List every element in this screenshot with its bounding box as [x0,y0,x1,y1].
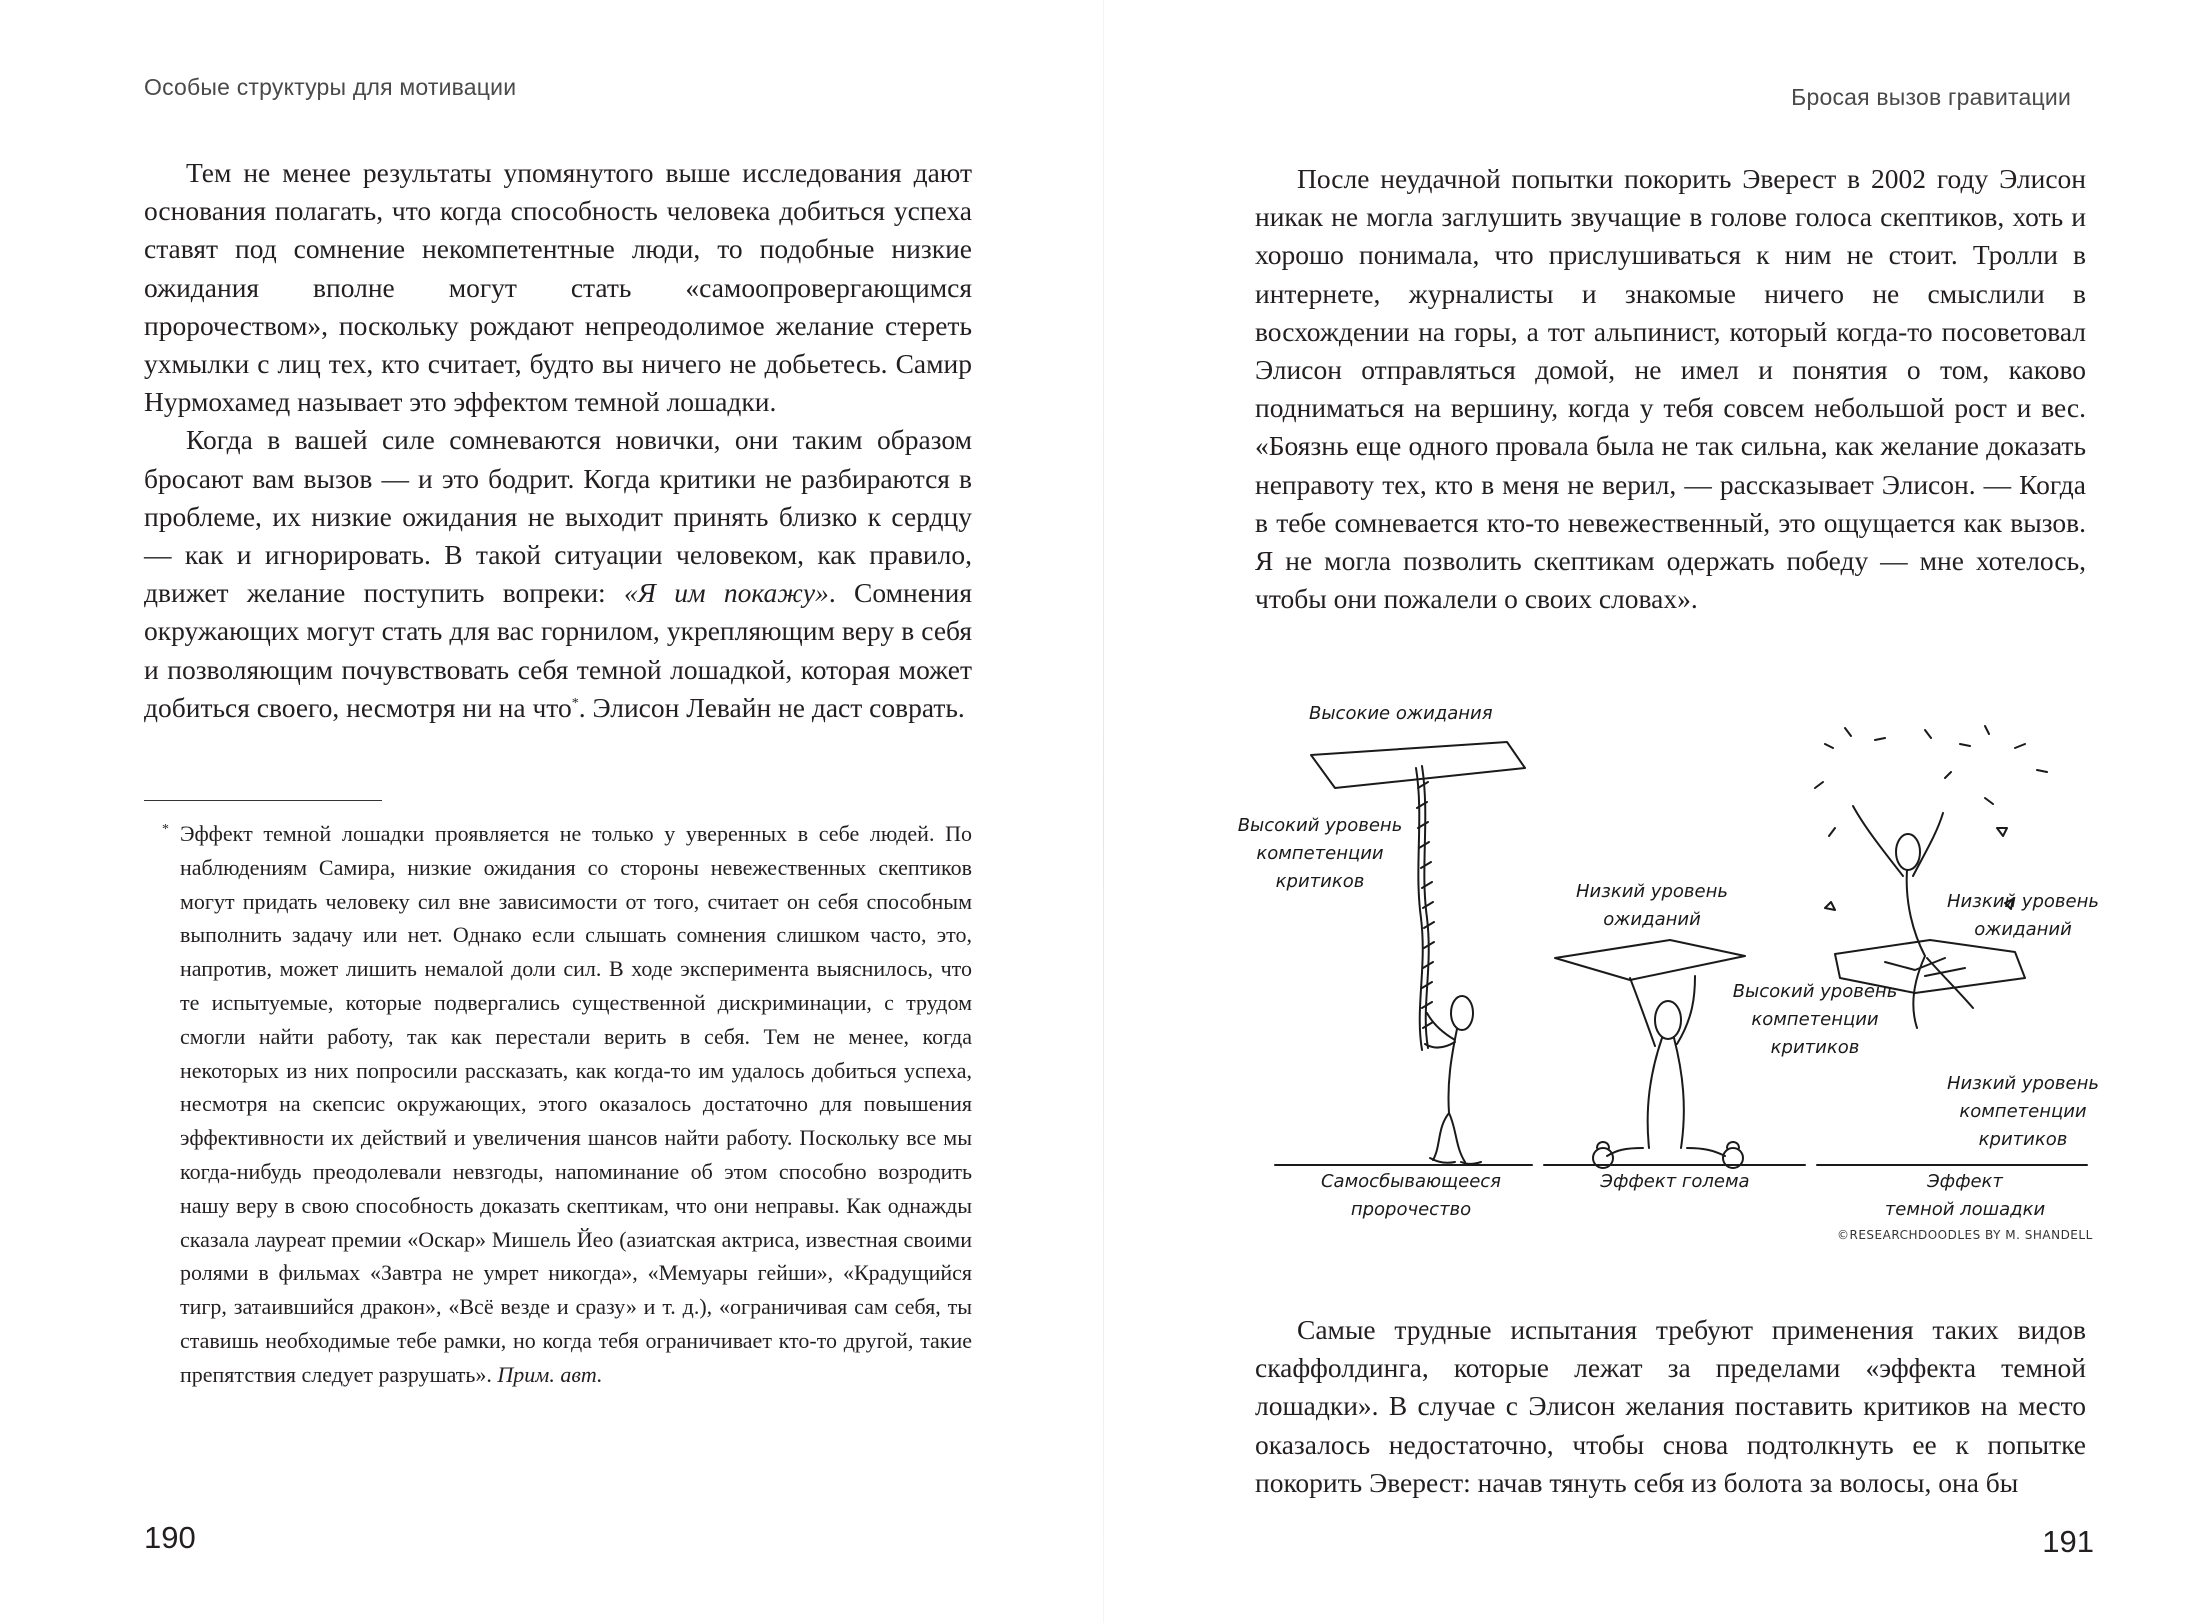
right-paragraph-1: После неудачной попытки покорить Эверест в 2002 году Элисон никак не могла заглушить звучащие в голове голоса скептиков, хоть и хорошо понимала, что прислушиваться к ним не стоит. Тролли в интернете, журналисты и знакомые ничего не смыслили в восхождении на горы, а тот альпинист, который когда-то посоветовал Элисон отправляться домой, не имел и понятия о том, каково подниматься на вершину, когда у тебя совсем небольшой рост и вес. «Боязнь еще одного провала была не так сильна, как желание доказать неправоту тех, кто в меня не верил, — рассказывает Элисон. — Когда в тебе сомневается кто-то невежественный, это ощущается как вызов. Я не могла позволить скептикам одержать победу — мне хотелось, чтобы они пожалели о своих словах». [1255,163,2086,615]
left-paragraph-2 [144,421,972,727]
book-gutter [1103,0,1104,1623]
figure-2-legs [1607,1148,1725,1156]
label-panel1-competence-line3: критиков [1275,871,1365,892]
left-paragraph-2-middle: . Сомнения окружающих могут стать для вас горнилом, укрепляющим веру в себя и позволяющим почувствовать себя темной лошадкой, которая может добиться своего, несмотря ни на что [144,577,973,723]
right-paragraph-2: Самые трудные испытания требуют применения таких видов скаффолдинга, которые лежат за пределами «эффекта темной лошадки». В случае с Элисон желания поставить критиков на место оказалось недостаточно, чтобы снова подтолкнуть ее к попытке покорить Эверест: начав тянуть себя из болота за волосы, она бы [1255,1314,2086,1498]
left-page-number: 190 [144,1520,196,1555]
footnote-reference[interactable]: * [571,695,579,711]
left-running-head: Особые структуры для мотивации [144,74,517,100]
right-page-number: 191 [2042,1524,2094,1559]
caption-panel1-line2: пророчество [1350,1199,1472,1220]
label-panel3-competence [1943,1070,2103,1154]
caption-panel1-line1: Самосбывающееся [1320,1171,1502,1192]
label-panel2-competence-line1: Высокий уровень [1732,981,1898,1002]
caption-dark-horse-effect [1875,1168,2055,1224]
label-panel2-competence-line3: критиков [1770,1037,1860,1058]
left-paragraph-2-end: . Элисон Левайн не даст соврать. [578,691,965,723]
label-panel1-competence [1225,812,1415,896]
label-panel3-competence-line1: Низкий уровень [1947,1073,2099,1094]
label-panel3-low-line2: ожиданий [1974,919,2072,940]
footnote [162,817,972,1392]
label-panel3-competence-line2: компетенции [1959,1101,2087,1122]
illustration-credit: ©RESEARCHDOODLES BY M. SHANDELL [1837,1228,2093,1242]
label-panel3-competence-line3: критиков [1978,1129,2068,1150]
right-body-text-bottom [1255,1311,2086,1502]
label-panel2-low-line2: ожиданий [1603,909,1701,930]
figure-1-body [1425,1013,1465,1162]
footnote-text: Эффект темной лошадки проявляется не только у уверенных в себе людей. По наблюдениям Самира, низкие ожидания со стороны невежественных скептиков могут придать человеку сил вне зависимости от того, считает он себя способным выполнить задачу или нет. Однако если слышать сомнения слишком часто, это, напротив, может лишить немалой доли сил. В ходе эксперимента выяснилось, что те испытуемые, которые подвергались существенной дискриминации, с трудом смогли найти работу, так как перестали верить в себя. Тем не менее, когда некоторых из них попросили рассказать, как когда-то им удалось добиться успеха, несмотря на скепсис окружающих, этого оказалось достаточно для повышения эффективности их действий и увеличения шансов найти работу. Поскольку все мы когда-нибудь преодолевали невзгоды, напоминание об этом способно возродить нашу веру в свою способность доказать скептикам, что они неправы. Как однажды сказала лауреат премии «Оскар» Мишель Йео (азиатская актриса, известная своими ролями в фильмах «Завтра не умрет никогда», «Мемуары гейши», «Крадущийся тигр, затаившийся дракон», «Всё везде и сразу» и т. д.), «ограничивая сам себя, ты ставишь необходимые тебе рамки, но когда тебя ограничивает кто-то другой, такие препятствия следует разрушать». [180,821,972,1387]
figure-1-feet [1430,1158,1481,1164]
label-panel2-low-expectations [1567,878,1737,934]
board-cracks [1885,958,1965,976]
figure-1-head [1451,996,1473,1030]
label-panel2-low-line1: Низкий уровень [1576,881,1728,902]
caption-panel3-line2: темной лошадки [1884,1199,2046,1220]
footnote-author-note: Прим. авт. [497,1361,603,1387]
footnote-mark: * [162,822,169,837]
label-panel1-competence-line1: Высокий уровень [1237,815,1403,836]
label-panel2-competence [1725,978,1905,1062]
label-panel1-competence-line2: компетенции [1256,843,1384,864]
ceiling-board-low [1555,940,1745,980]
doodle-illustration [1225,678,2105,1258]
left-paragraph-1: Тем не менее результаты упомянутого выше исследования дают основания полагать, что когда способность человека добиться успеха ставят под сомнение некомпетентные люди, то подобные низкие ожидания вполне могут стать «самоопровергающимся пророчеством», поскольку рождают непреодолимое желание стереть ухмылки с лиц тех, кто считает, будто вы ничего не добьетесь. Самир Нурмохамед называет это эффектом темной лошадки. [144,157,972,418]
label-panel2-competence-line2: компетенции [1751,1009,1879,1030]
label-panel3-low-line1: Низкий уровень [1947,891,2099,912]
figure-2-head [1655,1001,1681,1039]
left-paragraph-2-start: Когда в вашей силе сомневаются новички, они таким образом бросают вам вызов — и это бодрит. Когда критики не разбираются в проблеме, их низкие ожидания не выходит принять близко к сердцу — как и игнорировать. В такой ситуации человеком, как правило, движет желание поступить вопреки: [144,424,972,609]
footnote-divider [144,800,382,801]
label-high-expectations: Высокие ожидания [1309,703,1493,724]
caption-panel3-line1: Эффект [1927,1171,2003,1192]
debris-shards [1815,726,2047,836]
figure-3-head [1896,834,1920,870]
right-running-head: Бросая вызов гравитации [1791,84,2071,110]
caption-golem-effect: Эффект голема [1600,1171,1750,1192]
left-body-text [144,154,972,727]
label-panel3-low-expectations [1943,888,2103,944]
caption-self-fulfilling-prophecy [1311,1168,1511,1224]
right-body-text-top [1255,160,2086,618]
italic-quote: «Я им покажу» [624,577,829,609]
